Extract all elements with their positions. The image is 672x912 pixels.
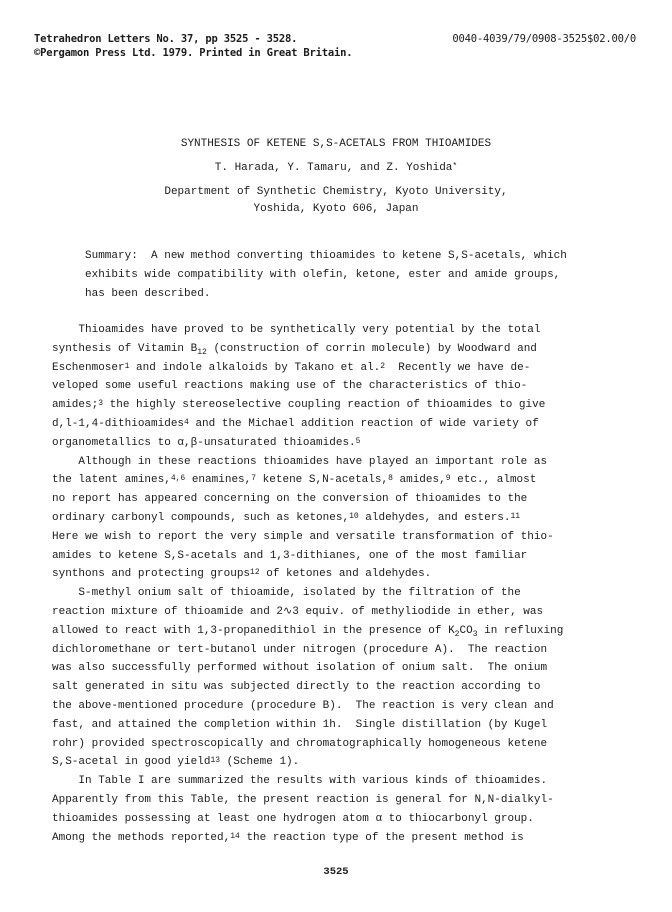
formula-subscript: 2: [454, 629, 460, 639]
body-line: [52, 584, 642, 603]
body-line: [52, 641, 642, 660]
text-run: veloped some useful reactions making use of the characteristics of thio-: [52, 380, 528, 393]
body-line: [52, 735, 642, 754]
author-line: [0, 160, 672, 177]
summary: [85, 247, 635, 304]
text-run: (Scheme 1).: [220, 756, 300, 769]
body-line: [52, 528, 642, 547]
body-line: [52, 829, 642, 848]
body-line: [52, 547, 642, 566]
formula-subscript: 3: [472, 629, 478, 639]
reference-superscript: 7: [251, 474, 257, 484]
body-line: [52, 716, 642, 735]
journal-header: [34, 32, 352, 60]
reference-superscript: 11: [510, 511, 521, 521]
reference-superscript: 1: [124, 361, 130, 371]
reference-superscript: 4,6: [170, 474, 186, 484]
text-run: Apparently from this Table, the present reaction is general for N,N-dialkyl-: [52, 793, 554, 806]
reference-superscript: 14: [230, 831, 240, 841]
reference-superscript: 9: [445, 474, 451, 484]
text-run: rohr) provided spectroscopically and chromatographically homogeneous ketene: [52, 737, 548, 750]
text-run: the highly stereoselective coupling reaction of thioamides to give: [103, 399, 546, 412]
body-line: [52, 791, 642, 810]
body-line: [52, 622, 642, 641]
text-run: S,S-acetal in good yield: [52, 756, 211, 769]
text-run: synthesis of Vitamin B: [52, 342, 198, 355]
body-line: [52, 772, 642, 791]
text-run: salt generated in situ was subjected directly to the reaction according to: [52, 681, 541, 694]
text-run: in refluxing: [477, 624, 564, 637]
body-text: [52, 321, 642, 847]
text-run: Eschenmoser: [52, 361, 125, 374]
authors: T. Harada, Y. Tamaru, and Z. Yoshida: [214, 162, 453, 174]
body-line: [52, 340, 642, 359]
body-line: [52, 810, 642, 829]
body-line: [52, 659, 642, 678]
article-code-header: [452, 32, 636, 46]
text-run: aldehydes, and esters.: [358, 511, 511, 524]
text-run: dichloromethane or tert-butanol under nitrogen (procedure A). The reaction: [52, 643, 548, 656]
summary-line: exhibits wide compatibility with olefin, ketone, ester and amide groups,: [85, 269, 561, 281]
reference-superscript: 4: [184, 417, 189, 427]
text-run: the above-mentioned procedure (procedure B). The reaction is very clean and: [52, 699, 554, 712]
text-run: enamines,: [185, 474, 252, 487]
page-number: 3525: [323, 866, 349, 878]
text-run: synthons and protecting groups: [52, 568, 251, 581]
reference-superscript: 5: [355, 436, 361, 446]
text-run: of ketones and aldehydes.: [259, 568, 432, 581]
text-run: ordinary carbonyl compounds, such as ketones,: [52, 511, 350, 524]
body-line: [52, 377, 642, 396]
body-line: [52, 321, 642, 340]
affiliation-line-1: Department of Synthetic Chemistry, Kyoto University,: [164, 186, 508, 198]
text-run: Here we wish to report the very simple and versatile transformation of thio-: [52, 530, 554, 543]
text-run: the latent amines,: [52, 474, 171, 487]
formula-subscript: 12: [197, 347, 207, 357]
text-run: (construction of corrin molecule) by Woodward and: [206, 342, 537, 355]
body-line: [52, 359, 642, 378]
text-run: no report has appeared concerning on the conversion of thioamides to the: [52, 493, 528, 506]
text-run: amides to ketene S,S-acetals and 1,3-dithianes, one of the most familiar: [52, 549, 528, 562]
body-line: [52, 453, 642, 472]
body-line: [52, 678, 642, 697]
text-run: etc., almost: [450, 474, 537, 487]
reference-superscript: 2: [380, 361, 386, 371]
journal-citation: Tetrahedron Letters No. 37, pp 3525 - 3528.: [34, 33, 298, 45]
text-run: d,l-1,4-dithioamides: [52, 417, 185, 430]
reference-superscript: 8: [388, 474, 393, 484]
title-block: [0, 136, 672, 218]
text-run: the reaction type of the present method is: [239, 831, 524, 844]
text-run: S-methyl onium salt of thioamide, isolated by the filtration of the: [52, 587, 521, 600]
text-run: was also successfully performed without isolation of onium salt. The onium: [52, 662, 548, 675]
body-line: [52, 396, 642, 415]
text-run: Among the methods reported,: [52, 831, 231, 844]
body-line: [52, 603, 642, 622]
text-run: Recently we have de-: [385, 361, 531, 374]
text-run: fast, and attained the completion within 1h. Single distillation (by Kugel: [52, 718, 548, 731]
summary-line: has been described.: [85, 288, 211, 300]
text-run: amides;: [52, 399, 99, 412]
body-line: [52, 415, 642, 434]
body-line: [52, 509, 642, 528]
body-line: [52, 434, 642, 453]
text-run: Thioamides have proved to be synthetically very potential by the total: [52, 324, 541, 336]
text-run: Although in these reactions thioamides have played an important role as: [52, 455, 548, 468]
text-run: and the Michael addition reaction of wide variety of: [188, 417, 539, 430]
paper-title: SYNTHESIS OF KETENE S,S-ACETALS FROM THIOAMIDES: [180, 138, 492, 150]
reference-superscript: 3: [98, 399, 104, 409]
text-run: CO: [459, 624, 473, 637]
body-line: [52, 697, 642, 716]
body-line: [52, 471, 642, 490]
text-run: allowed to react with 1,3-propanedithiol in the presence of K: [52, 624, 455, 637]
body-line: [52, 753, 642, 772]
text-run: ketene S,N-acetals,: [256, 474, 389, 487]
text-run: organometallics to α,β-unsaturated thioamides.: [52, 436, 356, 449]
reference-superscript: 13: [210, 756, 221, 766]
article-code: 0040-4039/79/0908-3525$02.00/0: [452, 33, 636, 45]
reference-superscript: 10: [349, 511, 359, 521]
publisher-line: ©Pergamon Press Ltd. 1979. Printed in Great Britain.: [34, 47, 353, 59]
text-run: amides,: [392, 474, 446, 487]
body-line: [52, 565, 642, 584]
summary-line: Summary: A new method converting thioamides to ketene S,S-acetals, which: [85, 250, 567, 262]
affiliation-line-2: Yoshida, Kyoto 606, Japan: [253, 203, 419, 215]
text-run: thioamides possessing at least one hydrogen atom α to thiocarbonyl group.: [52, 812, 534, 825]
body-line: [52, 490, 642, 509]
corresponding-author-mark: *: [452, 162, 458, 171]
text-run: and indole alkaloids by Takano et al.: [129, 361, 381, 374]
text-run: reaction mixture of thioamide and 2∿3 equiv. of methyliodide in ether, was: [52, 605, 544, 618]
reference-superscript: 12: [250, 568, 260, 578]
text-run: In Table I are summarized the results with various kinds of thioamides.: [52, 775, 548, 788]
